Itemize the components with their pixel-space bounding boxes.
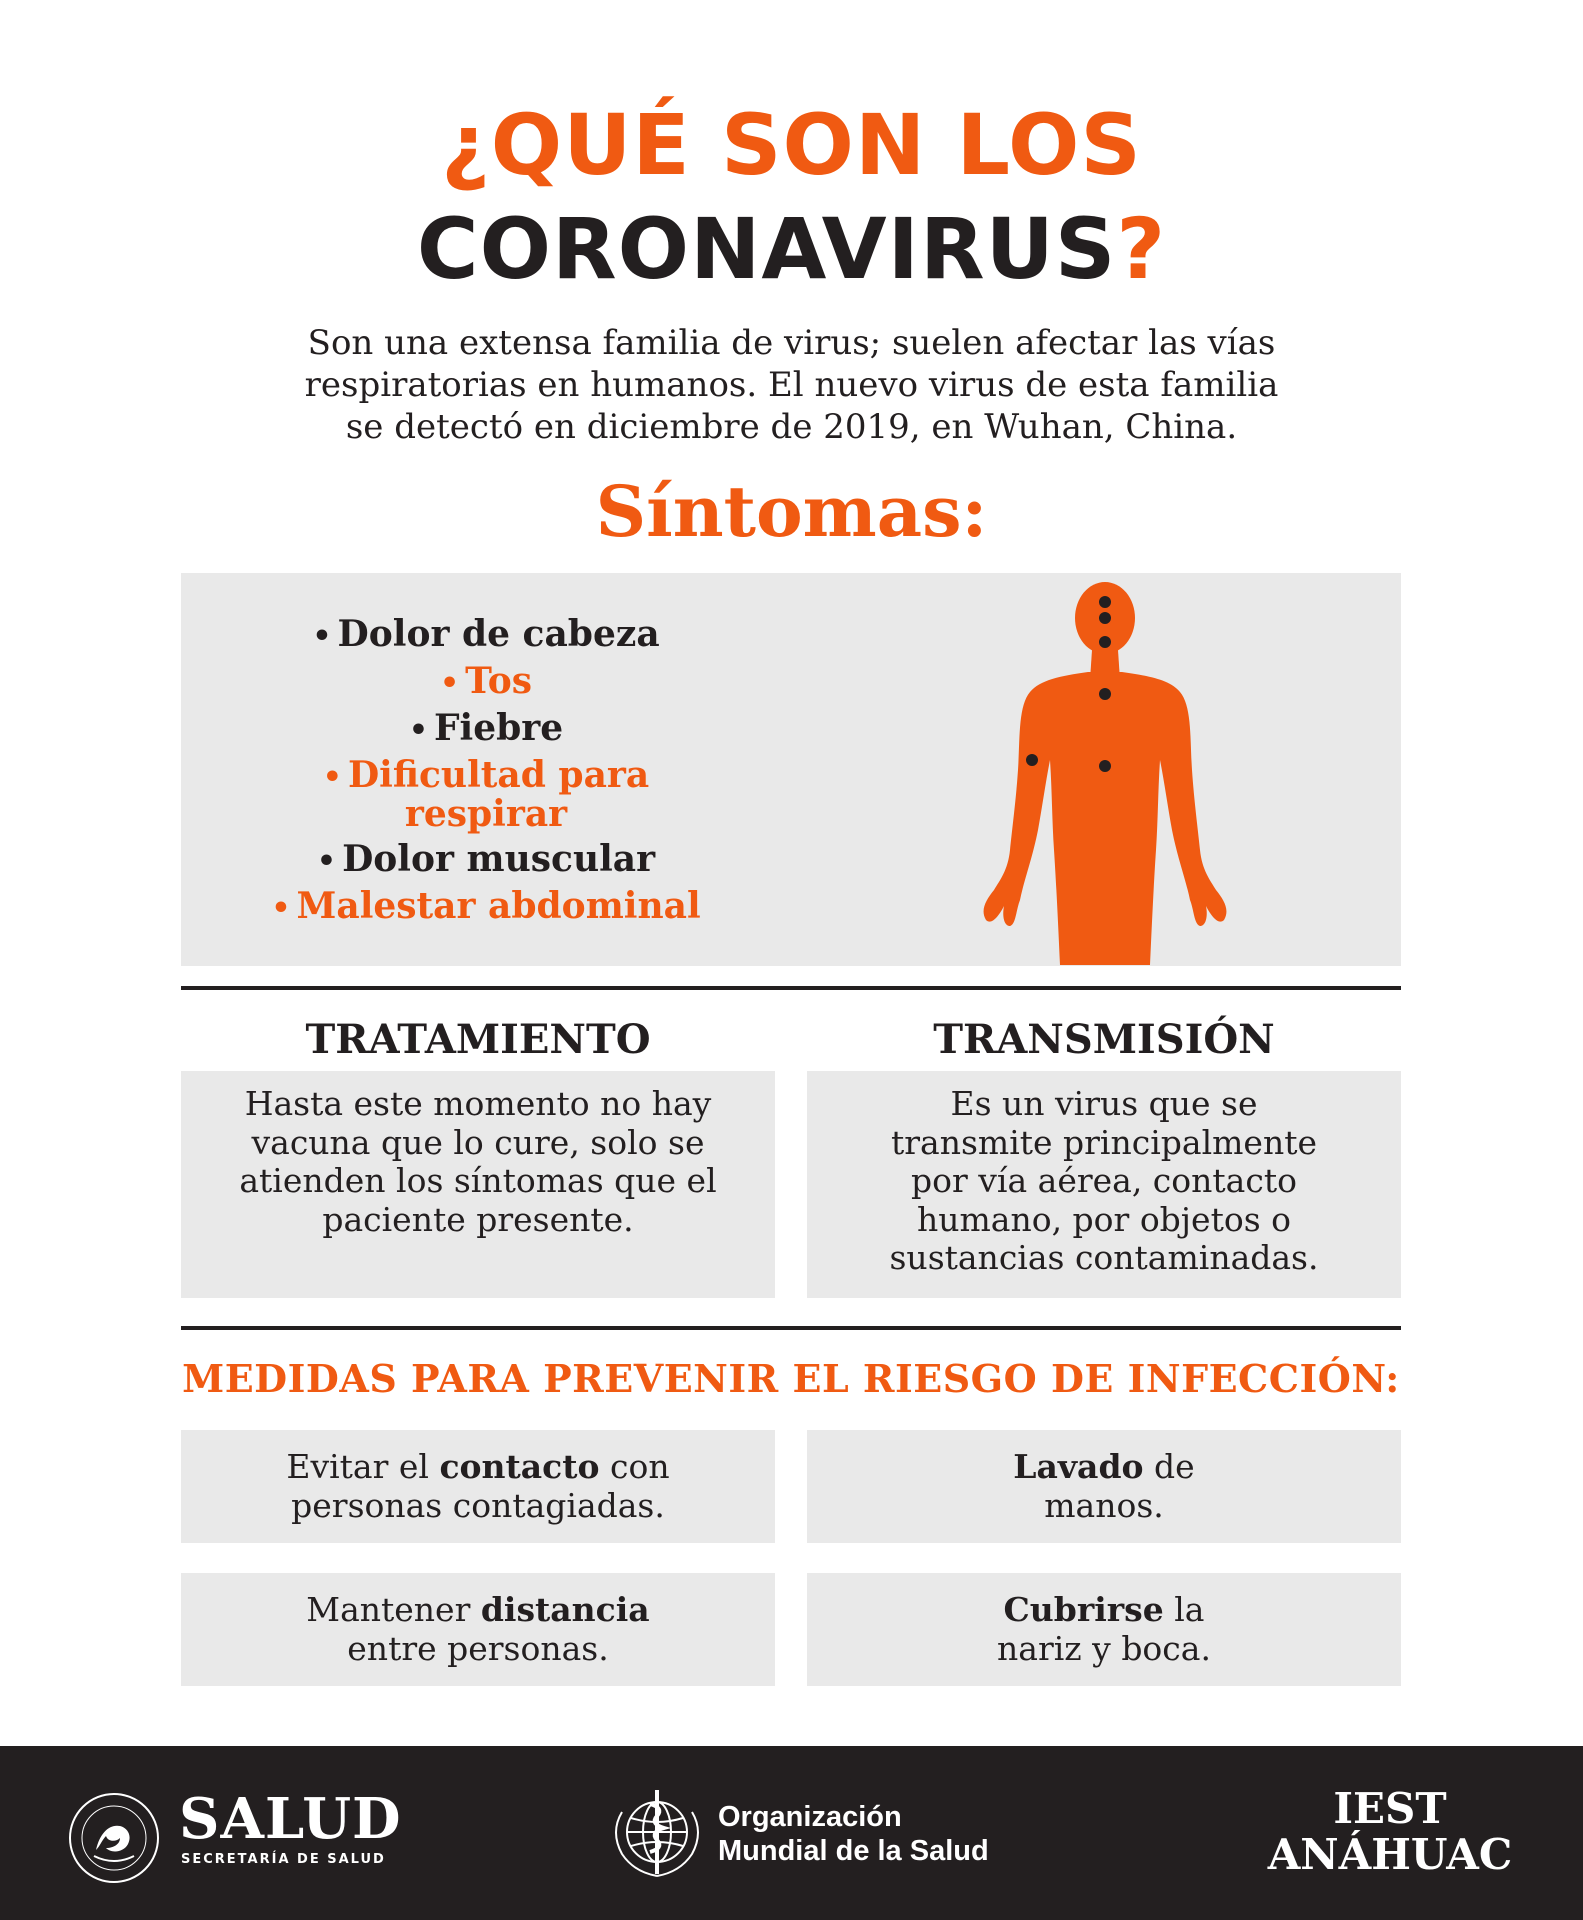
divider bbox=[181, 1326, 1401, 1330]
point-abdomen bbox=[1099, 760, 1111, 772]
symptoms-heading: Síntomas: bbox=[595, 470, 988, 553]
symptoms-list bbox=[181, 612, 791, 931]
text-pre: Evitar el bbox=[286, 1447, 440, 1486]
treatment-text bbox=[181, 1085, 775, 1239]
treatment-line: Hasta este momento no hay bbox=[244, 1084, 712, 1123]
point-throat bbox=[1099, 636, 1111, 648]
prevention-line: entre personas. bbox=[347, 1629, 609, 1668]
title-line-2 bbox=[0, 200, 1583, 298]
prevention-text bbox=[807, 1447, 1401, 1525]
text-bold: Cubrirse bbox=[1003, 1590, 1164, 1629]
symptom-text: Tos bbox=[465, 660, 533, 702]
title-word: CORONAVIRUS bbox=[416, 200, 1117, 298]
symptom-item bbox=[181, 837, 791, 884]
prevention-line: manos. bbox=[1044, 1486, 1164, 1525]
point-chest bbox=[1099, 688, 1111, 700]
treatment-heading: TRATAMIENTO bbox=[305, 1016, 651, 1063]
symptom-text: Fiebre bbox=[434, 707, 564, 749]
iest-line: IEST bbox=[1333, 1784, 1447, 1833]
prevention-card bbox=[181, 1573, 775, 1686]
treatment-line: vacuna que lo cure, solo se bbox=[251, 1122, 705, 1162]
symptom-text: Dificultad para bbox=[347, 754, 650, 796]
prevention-line bbox=[807, 1447, 1401, 1486]
who-logo-text bbox=[718, 1800, 989, 1868]
prevention-text bbox=[181, 1447, 775, 1525]
text-bold: Lavado bbox=[1013, 1447, 1144, 1486]
point-head-1 bbox=[1099, 596, 1111, 608]
bullet-icon: • bbox=[408, 713, 428, 748]
prevention-heading: MEDIDAS PARA PREVENIR EL RIESGO DE INFECCIÓN: bbox=[182, 1356, 1400, 1401]
transmission-heading: TRANSMISIÓN bbox=[933, 1016, 1275, 1063]
who-line: Mundial de la Salud bbox=[718, 1835, 989, 1867]
prevention-text bbox=[181, 1590, 775, 1668]
prevention-card bbox=[807, 1573, 1401, 1686]
treatment-panel bbox=[181, 1071, 775, 1298]
who-emblem-icon bbox=[600, 1782, 714, 1882]
intro-line: se detectó en diciembre de 2019, en Wuhan, China. bbox=[345, 407, 1238, 447]
prevention-line bbox=[181, 1447, 775, 1486]
symptom-text: Malestar abdominal bbox=[296, 885, 701, 927]
symptom-text-cont: respirar bbox=[404, 793, 568, 835]
title-question-mark: ? bbox=[1116, 200, 1167, 298]
text-post: con bbox=[599, 1447, 670, 1486]
divider bbox=[181, 986, 1401, 990]
text-bold: contacto bbox=[439, 1447, 600, 1486]
transmission-panel bbox=[807, 1071, 1401, 1298]
point-head-2 bbox=[1099, 612, 1111, 624]
prevention-text bbox=[807, 1590, 1401, 1668]
who-line: Organización bbox=[718, 1801, 902, 1833]
prevention-line: personas contagiadas. bbox=[291, 1486, 665, 1525]
treatment-line: atienden los síntomas que el bbox=[239, 1161, 717, 1200]
bullet-icon: • bbox=[271, 891, 291, 926]
bullet-icon: • bbox=[439, 666, 460, 701]
salud-logo-text: SALUD bbox=[179, 1786, 402, 1852]
iest-anahuac-logo bbox=[1250, 1786, 1530, 1878]
transmission-line: Es un virus que se bbox=[950, 1084, 1258, 1123]
text-post: de bbox=[1143, 1447, 1195, 1486]
text-post: la bbox=[1163, 1590, 1205, 1629]
iest-line: ANÁHUAC bbox=[1267, 1830, 1513, 1879]
intro-line: respiratorias en humanos. El nuevo virus de esta familia bbox=[304, 365, 1279, 405]
human-body-icon bbox=[960, 580, 1250, 965]
transmission-line: sustancias contaminadas. bbox=[889, 1238, 1319, 1277]
prevention-card bbox=[181, 1430, 775, 1543]
prevention-line: nariz y boca. bbox=[997, 1629, 1211, 1668]
title-line-1: ¿QUÉ SON LOS bbox=[441, 96, 1142, 194]
symptom-item bbox=[181, 659, 791, 706]
symptom-item bbox=[181, 753, 791, 837]
intro-line: Son una extensa familia de virus; suelen afectar las vías bbox=[307, 323, 1276, 363]
symptom-text: Dolor de cabeza bbox=[337, 613, 660, 655]
transmission-line: humano, por objetos o bbox=[916, 1199, 1291, 1239]
point-arm bbox=[1026, 754, 1038, 766]
prevention-line bbox=[181, 1590, 775, 1629]
bullet-icon: • bbox=[312, 619, 332, 654]
salud-subtitle: SECRETARÍA DE SALUD bbox=[181, 1852, 386, 1867]
mexico-seal-icon bbox=[66, 1790, 162, 1886]
transmission-text bbox=[807, 1085, 1401, 1278]
text-bold: distancia bbox=[480, 1590, 650, 1629]
bullet-icon: • bbox=[322, 760, 342, 795]
symptom-text: Dolor muscular bbox=[342, 838, 656, 880]
symptom-item bbox=[181, 884, 791, 931]
intro-paragraph bbox=[200, 322, 1383, 448]
prevention-line bbox=[807, 1590, 1401, 1629]
symptom-item bbox=[181, 706, 791, 753]
text-pre: Mantener bbox=[306, 1590, 481, 1629]
prevention-card bbox=[807, 1430, 1401, 1543]
treatment-line: paciente presente. bbox=[322, 1199, 634, 1239]
bullet-icon: • bbox=[316, 844, 337, 879]
transmission-line: por vía aérea, contacto bbox=[911, 1161, 1297, 1200]
symptom-item bbox=[181, 612, 791, 659]
transmission-line: transmite principalmente bbox=[891, 1122, 1317, 1162]
